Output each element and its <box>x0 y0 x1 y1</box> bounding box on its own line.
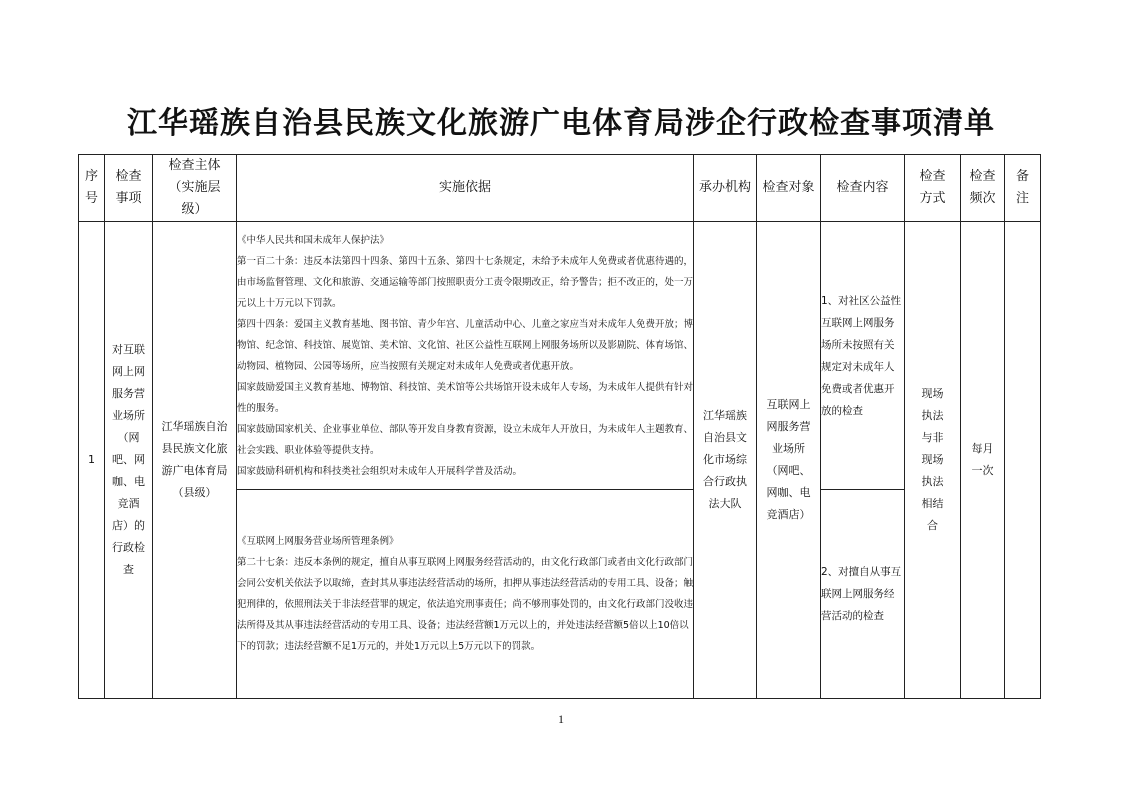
header-org: 承办机构 <box>694 155 757 222</box>
header-freq: 检查频次 <box>961 155 1005 222</box>
header-row <box>79 155 1041 222</box>
basis-paragraph: 第二十七条：违反本条例的规定，擅自从事互联网上网服务经营活动的，由文化行政部门或者由文化行政部门会同公安机关依法予以取缔，查封其从事违法经营活动的场所，扣押从事违法经营活动的专用工具、设备；触犯刑律的，依照刑法关于非法经营罪的规定，依法追究刑事责任；尚不够刑事处罚的，由文化行政部门没收违法所得及其从事违法经营活动的专用工具、设备；违法经营额1万元以上的，并处违法经营额5倍以上10倍以下的罚款；违法经营额不足1万元的，并处1万元以上5万元以下的罚款。 <box>237 557 694 652</box>
header-item: 检查事项 <box>105 155 153 222</box>
row-freq: 每月一次 <box>961 222 1005 699</box>
header-content: 检查内容 <box>821 155 905 222</box>
basis-paragraph: 第四十四条：爱国主义教育基地、图书馆、青少年宫、儿童活动中心、儿童之家应当对未成年人免费开放；博物馆、纪念馆、科技馆、展览馆、美术馆、文化馆、社区公益性互联网上网服务场所以及影剧院、体育场馆、动物园、植物园、公园等场所，应当按照有关规定对未成年人免费或者优惠开放。 <box>237 318 694 372</box>
row-subject: 江华瑶族自治县民族文化旅游广电体育局（县级） <box>153 222 237 699</box>
basis-paragraph: 国家鼓励国家机关、企业事业单位、部队等开发自身教育资源，设立未成年人开放日，为未成年人主题教育、社会实践、职业体验等提供支持。 <box>237 423 694 456</box>
table-row <box>79 222 1041 490</box>
header-subject: 检查主体（实施层级） <box>153 155 237 222</box>
header-note: 备注 <box>1005 155 1041 222</box>
content-item-1: 1、对社区公益性互联网上网服务场所未按照有关规定对未成年人免费或者优惠开放的检查 <box>821 222 905 490</box>
basis-paragraph: 第一百二十条：违反本法第四十四条、第四十五条、第四十七条规定，未给予未成年人免费或者优惠待遇的，由市场监督管理、文化和旅游、交通运输等部门按照职责分工责令限期改正，给予警告；拒不改正的，处一万元以上十万元以下罚款。 <box>237 255 694 309</box>
basis-law-title: 《互联网上网服务营业场所管理条例》 <box>237 536 399 547</box>
inspection-table <box>78 154 1041 699</box>
basis-block-minors-law <box>237 222 694 490</box>
row-seq: 1 <box>79 222 105 699</box>
content-item-2: 2、对擅自从事互联网上网服务经营活动的检查 <box>821 490 905 699</box>
row-item: 对互联网上网服务营业场所（网吧、网咖、电竞酒店）的行政检查 <box>105 222 153 699</box>
row-method: 现场执法与非现场执法相结合 <box>905 222 961 699</box>
document-title: 江华瑶族自治县民族文化旅游广电体育局涉企行政检查事项清单 <box>127 106 995 141</box>
page-number: 1 <box>558 712 564 726</box>
header-seq: 序号 <box>79 155 105 222</box>
header-target: 检查对象 <box>757 155 821 222</box>
row-target: 互联网上网服务营业场所（网吧、网咖、电竞酒店） <box>757 222 821 699</box>
basis-paragraph: 国家鼓励爱国主义教育基地、博物馆、科技馆、美术馆等公共场馆开设未成年人专场，为未成年人提供有针对性的服务。 <box>237 381 694 414</box>
header-basis: 实施依据 <box>237 155 694 222</box>
basis-paragraph: 国家鼓励科研机构和科技类社会组织对未成年人开展科学普及活动。 <box>237 465 523 477</box>
header-method: 检查方式 <box>905 155 961 222</box>
row-org: 江华瑶族自治县文化市场综合行政执法大队 <box>694 222 757 699</box>
row-note <box>1005 222 1041 699</box>
basis-law-title: 《中华人民共和国未成年人保护法》 <box>237 234 390 246</box>
basis-block-internet-cafe-regulation <box>237 490 694 699</box>
